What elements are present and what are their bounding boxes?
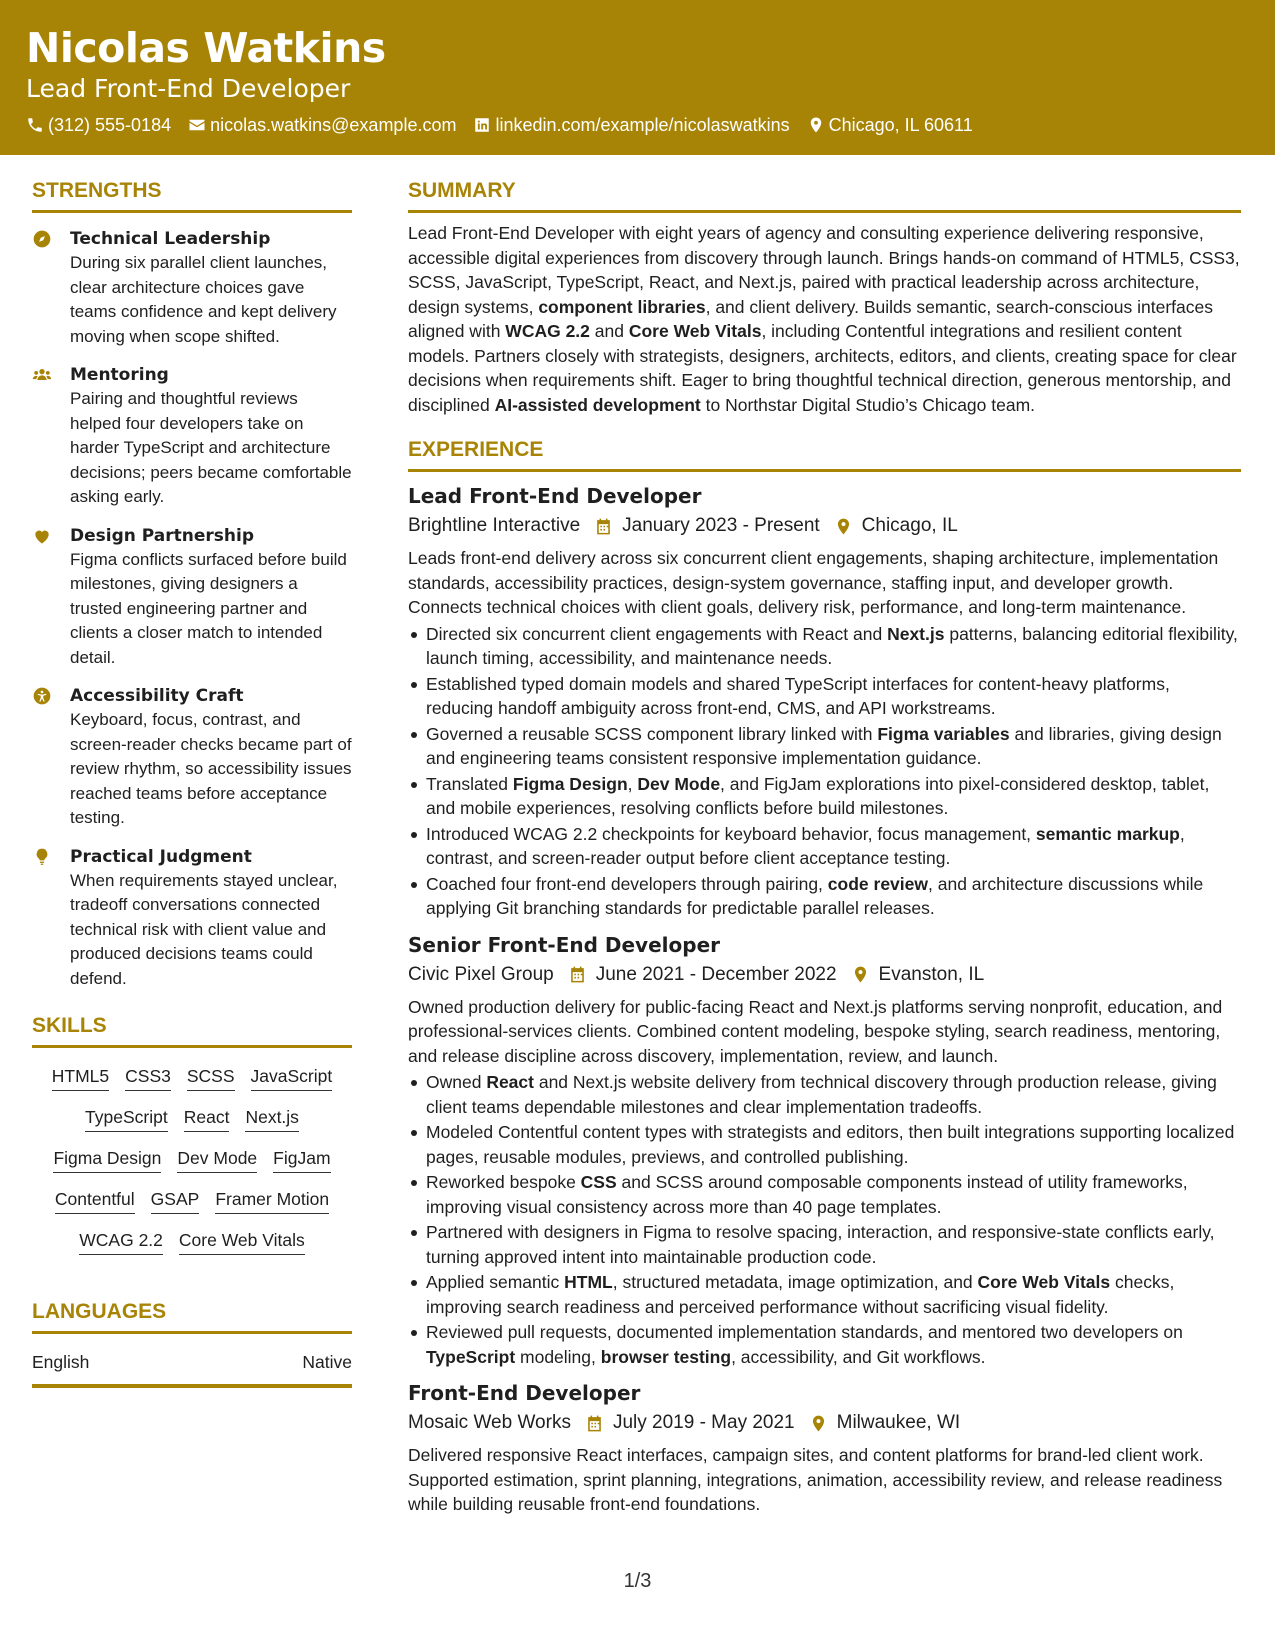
experience-heading: EXPERIENCE — [408, 437, 1241, 472]
text-run: to Northstar Digital Studio’s Chicago team. — [700, 394, 1036, 415]
job-meta — [408, 1409, 1241, 1437]
calendar-icon — [594, 517, 613, 536]
text-run: , — [627, 773, 638, 794]
calendar-icon — [585, 1414, 604, 1433]
job-location: Chicago, IL — [861, 515, 958, 536]
linkedin-contact[interactable] — [473, 114, 789, 136]
skill-tag: Next.js — [245, 1103, 298, 1132]
text-run: and SCSS around composable components instead of utility frameworks, improving visual consistency across more than 40 page templates. — [426, 1172, 1188, 1217]
map-pin-icon — [834, 517, 853, 536]
language-row — [32, 1350, 352, 1388]
strength-title: Mentoring — [70, 365, 169, 385]
bullet-item — [408, 822, 1241, 871]
skill-tag: GSAP — [151, 1185, 200, 1214]
left-column — [32, 178, 352, 1388]
linkedin-icon — [473, 116, 491, 134]
bullet-item — [408, 1220, 1241, 1269]
map-pin-icon — [851, 965, 870, 984]
text-run: , contrast, and screen-reader output before client acceptance testing. — [426, 823, 1185, 868]
skill-tag: React — [184, 1103, 230, 1132]
text-run: Reworked bespoke — [426, 1172, 581, 1192]
strength-item — [32, 363, 352, 510]
text-run: , and architecture discussions while applying Git branching standards for predictable parallel releases. — [426, 873, 1204, 918]
skill-tag: Core Web Vitals — [179, 1226, 305, 1255]
skill-tag: Framer Motion — [215, 1185, 329, 1214]
bold-text: Dev Mode — [637, 773, 721, 794]
heart-icon — [32, 526, 52, 546]
bold-text: Figma Design — [512, 773, 628, 794]
job-bullets — [408, 1070, 1241, 1369]
text-run: and libraries, giving design and engineering teams consistent responsive implementation guidance. — [426, 723, 1222, 768]
skills-heading: SKILLS — [32, 1013, 352, 1048]
candidate-name: Nicolas Watkins — [26, 24, 386, 72]
strength-item — [32, 524, 352, 671]
skills-list — [32, 1048, 352, 1261]
map-pin-icon — [807, 116, 825, 134]
skill-tag: TypeScript — [85, 1103, 168, 1132]
strength-description: Keyboard, focus, contrast, and screen-reader checks became part of review rhythm, so accessibility issues reached teams before acceptance testing. — [70, 710, 352, 827]
right-column — [408, 178, 1241, 1517]
job-meta — [408, 512, 1241, 540]
job-description: Owned production delivery for public-facing React and Next.js platforms serving nonprofit, education, and professional-services clients. Combined content modeling, bespoke styling, search readiness, mentoring, and release discipline across discovery, implementation, review, and launch. — [408, 996, 1223, 1066]
job-entry — [408, 1379, 1241, 1517]
bold-text: CSS — [580, 1172, 617, 1192]
summary-heading: SUMMARY — [408, 178, 1241, 213]
bold-text: Figma variables — [877, 723, 1010, 744]
job-location: Milwaukee, WI — [836, 1412, 961, 1433]
summary-text — [408, 221, 1241, 417]
text-run: Governed a reusable SCSS component library linked with — [426, 723, 878, 744]
language-level: Native — [302, 1352, 352, 1372]
job-meta — [408, 961, 1241, 989]
skill-tag: HTML5 — [52, 1062, 109, 1091]
job-bullets — [408, 622, 1241, 921]
bullet-item — [408, 1120, 1241, 1169]
users-icon — [32, 365, 52, 385]
strength-description: During six parallel client launches, clear architecture choices gave teams confidence and kept delivery moving when scope shifted. — [70, 253, 337, 346]
text-run: Lead Front-End Developer with eight years of agency and consulting experience delivering responsive, accessible digital experiences from discovery through launch. Brings hands-on command of HTML5, CSS3, SCSS, JavaScript, TypeScript, React, and Next.js, paired with practical leadership across architecture, design systems, — [408, 223, 1240, 317]
text-run: modeling, — [515, 1346, 601, 1367]
text-run: and — [589, 321, 629, 341]
accessibility-icon — [32, 686, 52, 706]
bold-text: TypeScript — [426, 1346, 516, 1367]
skill-tag: SCSS — [187, 1062, 235, 1091]
compass-icon — [32, 229, 52, 249]
bullet-item — [408, 1320, 1241, 1369]
languages-heading: LANGUAGES — [32, 1299, 352, 1334]
text-run: Partnered with designers in Figma to resolve spacing, interaction, and responsive-state conflicts early, turning approved intent into maintainable production code. — [426, 1222, 1215, 1267]
skill-tag: Contentful — [55, 1185, 135, 1214]
job-dates: July 2019 - May 2021 — [612, 1412, 795, 1433]
strength-item — [32, 845, 352, 992]
bullet-item — [408, 872, 1241, 921]
job-title: Lead Front-End Developer — [408, 484, 702, 508]
job-dates: January 2023 - Present — [622, 515, 820, 536]
job-title: Front-End Developer — [408, 1381, 641, 1405]
text-run: Applied semantic — [426, 1272, 565, 1292]
strength-item — [32, 684, 352, 831]
bold-text: semantic markup — [1035, 823, 1180, 844]
bullet-item — [408, 1170, 1241, 1219]
bold-text: Core Web Vitals — [977, 1272, 1111, 1292]
strength-description: When requirements stayed unclear, tradeoff conversations connected technical risk with client value and produced decisions teams could defend. — [70, 870, 338, 988]
strength-description: Figma conflicts surfaced before build milestones, giving designers a trusted engineering partner and clients a closer match to intended detail. — [70, 549, 347, 667]
strength-title: Technical Leadership — [70, 229, 271, 249]
map-pin-icon — [809, 1414, 828, 1433]
bold-text: browser testing — [600, 1346, 732, 1367]
bold-text: Core Web Vitals — [628, 321, 762, 341]
resume-header — [0, 0, 1275, 155]
phone-icon — [26, 116, 44, 134]
bullet-item — [408, 722, 1241, 771]
lightbulb-icon — [32, 847, 52, 867]
strength-description: Pairing and thoughtful reviews helped four developers take on harder TypeScript and architecture decisions; peers became comfortable asking early. — [70, 389, 352, 506]
job-description: Leads front-end delivery across six concurrent client engagements, shaping architecture, implementation standards, accessibility practices, design-system governance, staffing input, and developer growth. Connects technical choices with client goals, delivery risk, performance, and long-term maintenance. — [408, 548, 1219, 617]
text-run: Introduced WCAG 2.2 checkpoints for keyboard behavior, focus management, — [426, 823, 1036, 844]
text-run: , and FigJam explorations into pixel-considered desktop, tablet, and mobile experiences, resolving conflicts before build milestones. — [426, 773, 1210, 818]
text-run: Translated — [426, 773, 513, 794]
strength-item — [32, 227, 352, 349]
text-run: Established typed domain models and shared TypeScript interfaces for content-heavy platforms, reducing handoff ambiguity across front-end, CMS, and API workstreams. — [426, 673, 1170, 718]
bullet-item — [408, 1270, 1241, 1319]
company-name: Mosaic Web Works — [408, 1412, 571, 1433]
strength-title: Practical Judgment — [70, 846, 252, 867]
bold-text: React — [486, 1072, 534, 1092]
skill-tag: FigJam — [273, 1144, 330, 1173]
text-run: , including Contentful integrations and resilient content models. Partners closely with strategists, designers, architects, editors, and clients, creating space for clear decisions when requirements shift. Eager to bring thoughtful technical direction, generous mentorship, and disciplined — [408, 321, 1237, 415]
bold-text: Next.js — [887, 623, 945, 644]
bold-text: component libraries — [538, 296, 706, 317]
job-dates: June 2021 - December 2022 — [595, 963, 837, 985]
email-text: nicolas.watkins@example.com — [210, 115, 457, 135]
text-run: , accessibility, and Git workflows. — [731, 1346, 986, 1367]
text-run: Directed six concurrent client engagements with React and — [426, 623, 888, 644]
text-run: , structured metadata, image optimization, and — [612, 1272, 978, 1292]
skill-tag: JavaScript — [251, 1062, 333, 1091]
company-name: Brightline Interactive — [408, 515, 581, 536]
language-name: English — [32, 1352, 90, 1372]
location-text: Chicago, IL 60611 — [828, 115, 973, 135]
bullet-item — [408, 1070, 1241, 1119]
company-name: Civic Pixel Group — [408, 963, 554, 985]
calendar-icon — [568, 965, 587, 984]
bullet-item — [408, 772, 1241, 821]
envelope-icon — [188, 116, 206, 134]
text-run: and Next.js website delivery from technical discovery through production release, giving client teams dependable milestones and clear implementation tradeoffs. — [426, 1072, 1217, 1117]
skill-tag: Dev Mode — [177, 1144, 257, 1173]
candidate-title: Lead Front-End Developer — [26, 74, 351, 103]
skill-tag: WCAG 2.2 — [79, 1226, 163, 1255]
bold-text: WCAG 2.2 — [505, 321, 590, 341]
text-run: Reviewed pull requests, documented implementation standards, and mentored two developers on — [426, 1322, 1183, 1342]
email-contact[interactable] — [188, 114, 456, 136]
strengths-heading: STRENGTHS — [32, 178, 352, 213]
bullet-item — [408, 672, 1241, 721]
strength-title: Accessibility Craft — [70, 686, 244, 706]
text-run: , and client delivery. Builds semantic, search-conscious interfaces aligned with — [408, 296, 1213, 341]
bold-text: AI-assisted development — [494, 394, 701, 415]
contact-bar — [26, 114, 1249, 136]
location-contact — [807, 114, 973, 136]
bullet-item — [408, 622, 1241, 671]
text-run: Owned — [426, 1072, 487, 1092]
phone-contact[interactable] — [26, 114, 171, 136]
linkedin-text: linkedin.com/example/nicolaswatkins — [495, 115, 790, 135]
job-location: Evanston, IL — [878, 963, 985, 985]
phone-text: (312) 555-0184 — [48, 115, 172, 135]
text-run: checks, improving search readiness and perceived performance without sacrificing visual fidelity. — [426, 1272, 1175, 1317]
page-number: 1/3 — [623, 1570, 652, 1592]
text-run: Modeled Contentful content types with strategists and editors, then built integrations supporting localized pages, reusable modules, previews, and controlled publishing. — [426, 1122, 1235, 1167]
job-title: Senior Front-End Developer — [408, 932, 721, 957]
job-entry — [408, 482, 1241, 921]
bold-text: code review — [827, 873, 928, 894]
text-run: patterns, balancing editorial flexibility, launch timing, accessibility, and maintenance needs. — [426, 623, 1238, 668]
text-run: Coached four front-end developers through pairing, — [426, 873, 828, 894]
bold-text: HTML — [564, 1272, 613, 1292]
skill-tag: Figma Design — [53, 1144, 161, 1173]
job-description: Delivered responsive React interfaces, campaign sites, and content platforms for brand-led client work. Supported estimation, sprint planning, integrations, animation, accessibility review, and release readiness while building reusable front-end foundations. — [408, 1445, 1223, 1514]
skill-tag: CSS3 — [125, 1062, 171, 1091]
strength-title: Design Partnership — [70, 525, 254, 546]
job-entry — [408, 931, 1241, 1370]
